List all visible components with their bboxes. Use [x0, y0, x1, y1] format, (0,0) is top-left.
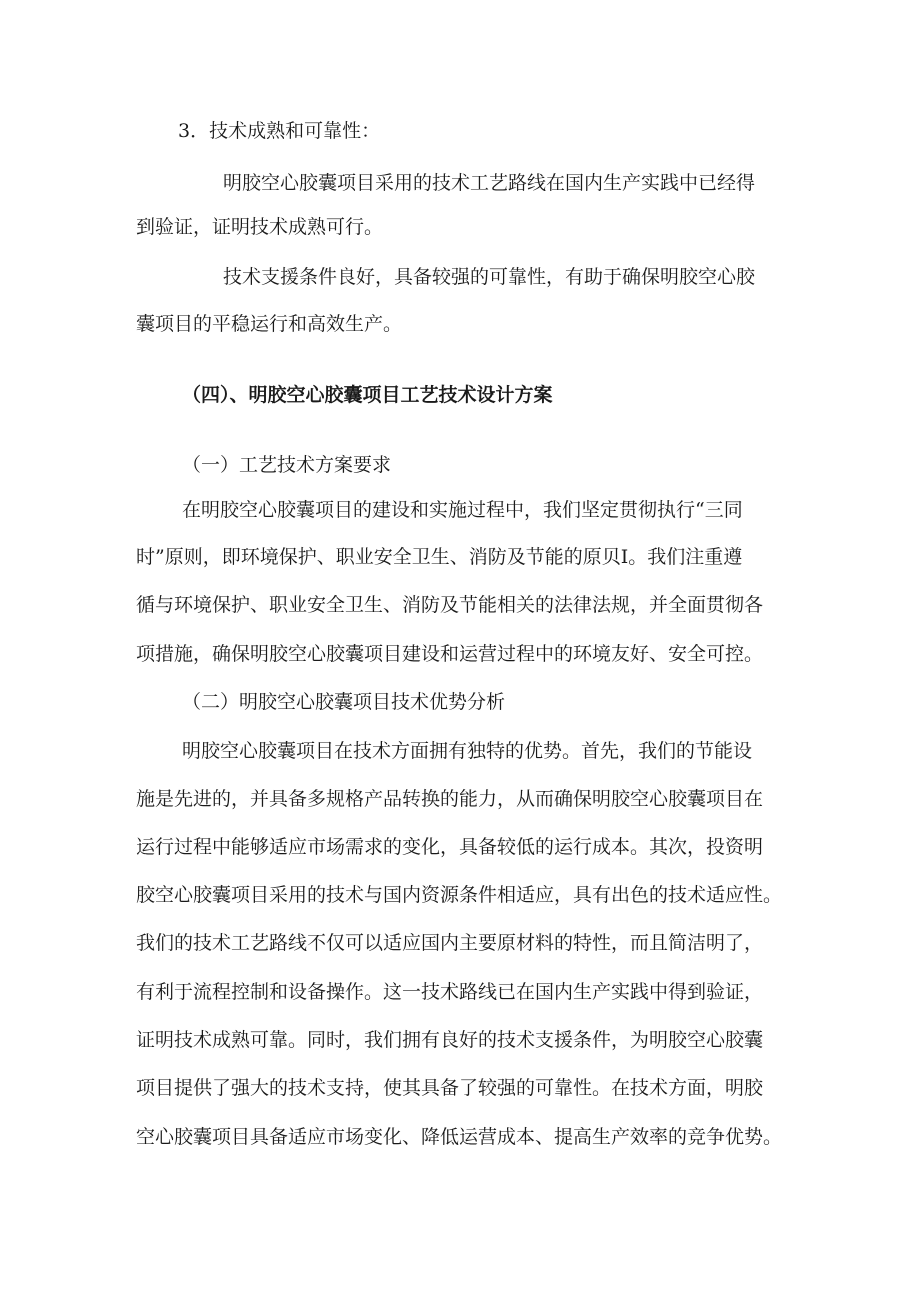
paragraph-line: 循与环境保护、职业安全卫生、消防及节能相关的法律法规，并全面贯彻各	[136, 594, 764, 616]
paragraph-line: 明胶空心胶囊项目在技术方面拥有独特的优势。首先，我们的节能设	[182, 740, 753, 762]
paragraph-line: 施是先进的，并具备多规格产品转换的能力，从而确保明胶空心胶囊项目在	[136, 788, 764, 810]
paragraph-line: 胶空心胶囊项目采用的技术与国内资源条件相适应，具有出色的技术适应性。	[136, 884, 783, 906]
list-item-heading: 3．技术成熟和可靠性：	[178, 120, 381, 142]
paragraph-line: 有利于流程控制和设备操作。这一技术路线已在国内生产实践中得到验证，	[136, 981, 764, 1003]
paragraph-line: 时”原则，即环境保护、职业安全卫生、消防及节能的原贝I。我们注重遵	[136, 546, 743, 568]
paragraph-line: 到验证，证明技术成熟可行。	[136, 216, 384, 238]
paragraph-line: 在明胶空心胶囊项目的建设和实施过程中，我们坚定贯彻执行“三同	[182, 499, 743, 521]
subsection-heading: （二）明胶空心胶囊项目技术优势分析	[182, 691, 506, 713]
paragraph-line: 囊项目的平稳运行和高效生产。	[136, 313, 403, 335]
section-heading: （四）、明胶空心胶囊项目工艺技术设计方案	[182, 384, 553, 406]
paragraph-line: 项目提供了强大的技术支持，使其具备了较强的可靠性。在技术方面，明胶	[136, 1077, 764, 1099]
paragraph-line: 我们的技术工艺路线不仅可以适应国内主要原材料的特性，而且简洁明了，	[136, 932, 764, 954]
paragraph-line: 证明技术成熟可靠。同时，我们拥有良好的技术支援条件，为明胶空心胶囊	[136, 1029, 764, 1051]
paragraph-line: 技术支援条件良好，具备较强的可靠性，有助于确保明胶空心胶	[223, 266, 756, 288]
paragraph-line: 空心胶囊项目具备适应市场变化、降低运营成本、提高生产效率的竞争优势。	[136, 1126, 783, 1148]
subsection-heading: （一）工艺技术方案要求	[182, 454, 392, 476]
paragraph-line: 运行过程中能够适应市场需求的变化，具备较低的运行成本。其次，投资明	[136, 836, 764, 858]
paragraph-line: 明胶空心胶囊项目采用的技术工艺路线在国内生产实践中已经得	[223, 172, 756, 194]
paragraph-line: 项措施，确保明胶空心胶囊项目建设和运营过程中的环境友好、安全可控。	[136, 643, 764, 665]
